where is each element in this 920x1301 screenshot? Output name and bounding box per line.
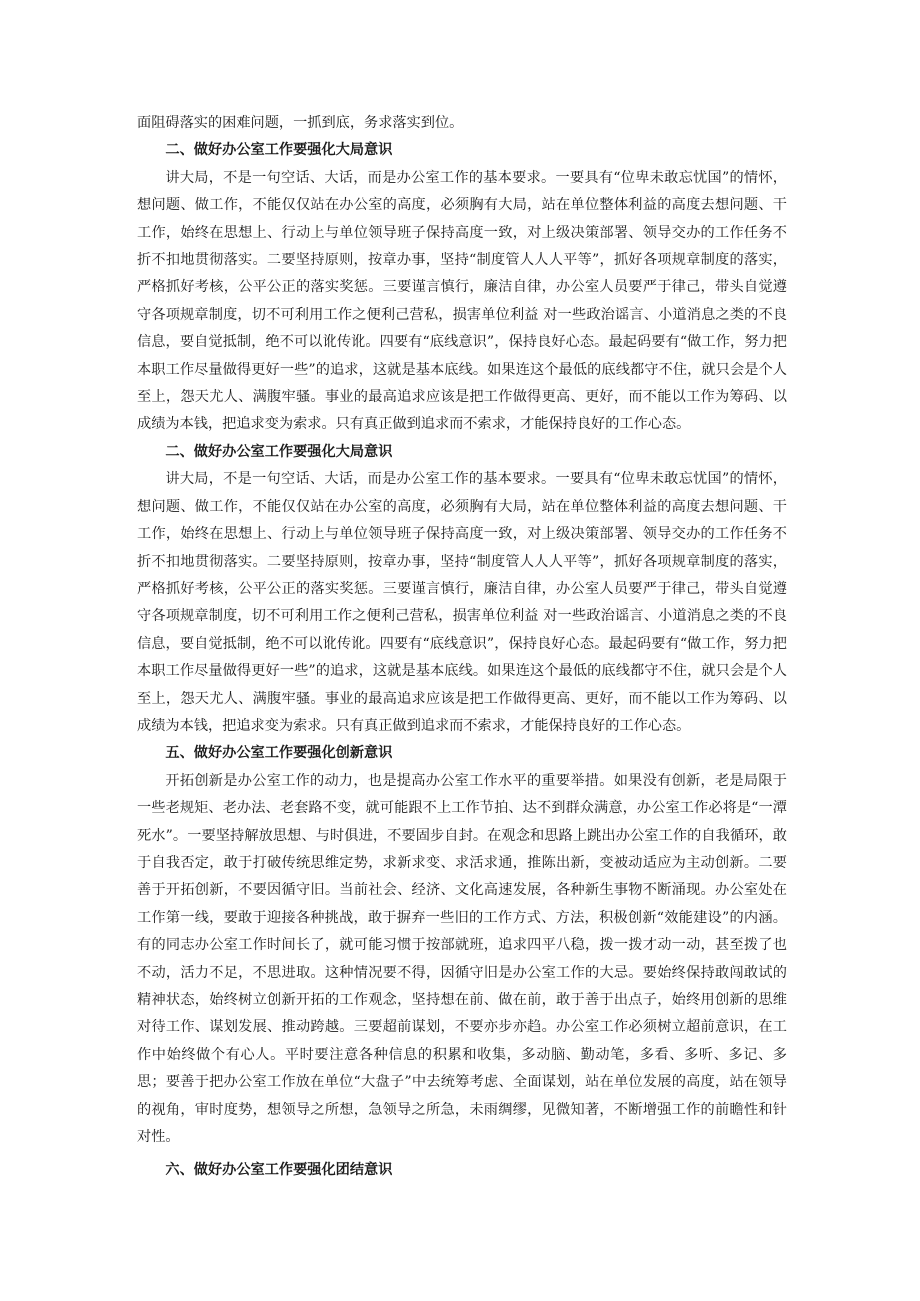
paragraph-innovation: 开拓创新是办公室工作的动力，也是提高办公室工作水平的重要举措。如果没有创新，老是局限于一些老规矩、老办法、老套路不变，就可能跟不上工作节拍、达不到群众满意，办公室工作必将是“一潭死水”。一要坚持解放思想、与时俱进，不要固步自封。在观念和思路上跳出办公室工作的自我循环，敢于自我否定，敢于打破传统思维定势，求新求变、求活求通，推陈出新，变被动适应为主动创新。二要善于开拓创新，不要因循守旧。当前社会、经济、文化高速发展，各种新生事物不断涌现。办公室处在工作第一线，要敢于迎接各种挑战，敢于摒弃一些旧的工作方式、方法，积极创新“效能建设”的内涵。有的同志办公室工作时间长了，就可能习惯于按部就班，追求四平八稳，拨一拨才动一动，甚至拨了也不动，活力不足，不思进取。这种情况要不得，因循守旧是办公室工作的大忌。要始终保持敢闯敢试的精神状态，始终树立创新开拓的工作观念，坚持想在前、做在前，敢于善于出点子，始终用创新的思维对待工作、谋划发展、推动跨越。三要超前谋划，不要亦步亦趋。办公室工作必须树立超前意识，在工作中始终做个有心人。平时要注意各种信息的积累和收集，多动脑、勤动笔，多看、多听、多记、多思；要善于把办公室工作放在单位“大盘子”中去统筹考虑、全面谋划，站在单位发展的高度，站在领导的视角，审时度势，想领导之所想，急领导之所急，未雨绸缪，见微知著，不断增强工作的前瞻性和针对性。	[137, 772, 787, 1146]
document-body	[137, 110, 787, 1185]
section-heading-6: 六、做好办公室工作要强化团结意识	[165, 1162, 393, 1179]
paragraph-overall-situation-repeat: 讲大局，不是一句空话、大话，而是办公室工作的基本要求。一要具有“位卑未敢忘忧国”的情怀，想问题、做工作，不能仅仅站在办公室的高度，必须胸有大局，站在单位整体利益的高度去想问题、干工作，始终在思想上、行动上与单位领导班子保持高度一致，对上级决策部署、领导交办的工作任务不折不扣地贯彻落实。二要坚持原则，按章办事，坚持“制度管人人人平等”，抓好各项规章制度的落实，严格抓好考核，公平公正的落实奖惩。三要谨言慎行，廉洁自律，办公室人员要严于律己，带头自觉遵守各项规章制度，切不可利用工作之便利己营私，损害单位利益 对一些政治谣言、小道消息之类的不良信息，要自觉抵制，绝不可以讹传讹。四要有“底线意识”，保持良好心态。最起码要有“做工作，努力把本职工作尽量做得更好一些”的追求，这就是基本底线。如果连这个最低的底线都守不住，就只会是个人至上，怨天尤人、满腹牢骚。事业的最高追求应该是把工作做得更高、更好，而不能以工作为筹码、以成绩为本钱，把追求变为索求。只有真正做到追求而不索求，才能保持良好的工作心态。	[137, 471, 787, 734]
section-heading-5: 五、做好办公室工作要强化创新意识	[165, 745, 393, 762]
section-heading-2-repeat: 二、做好办公室工作要强化大局意识	[165, 443, 393, 460]
paragraph-continuation: 面阻碍落实的困难问题，一抓到底，务求落实到位。	[137, 115, 464, 131]
paragraph-overall-situation: 讲大局，不是一句空话、大话，而是办公室工作的基本要求。一要具有“位卑未敢忘忧国”的情怀，想问题、做工作，不能仅仅站在办公室的高度，必须胸有大局，站在单位整体利益的高度去想问题、干工作，始终在思想上、行动上与单位领导班子保持高度一致，对上级决策部署、领导交办的工作任务不折不扣地贯彻落实。二要坚持原则，按章办事，坚持“制度管人人人平等”，抓好各项规章制度的落实，严格抓好考核，公平公正的落实奖惩。三要谨言慎行，廉洁自律，办公室人员要严于律己，带头自觉遵守各项规章制度，切不可利用工作之便利己营私，损害单位利益 对一些政治谣言、小道消息之类的不良信息，要自觉抵制，绝不可以讹传讹。四要有“底线意识”，保持良好心态。最起码要有“做工作，努力把本职工作尽量做得更好一些”的追求，这就是基本底线。如果连这个最低的底线都守不住，就只会是个人至上，怨天尤人、满腹牢骚。事业的最高追求应该是把工作做得更高、更好，而不能以工作为筹码、以成绩为本钱，把追求变为索求。只有真正做到追求而不索求，才能保持良好的工作心态。	[137, 169, 787, 433]
section-heading-2: 二、做好办公室工作要强化大局意识	[165, 142, 393, 159]
